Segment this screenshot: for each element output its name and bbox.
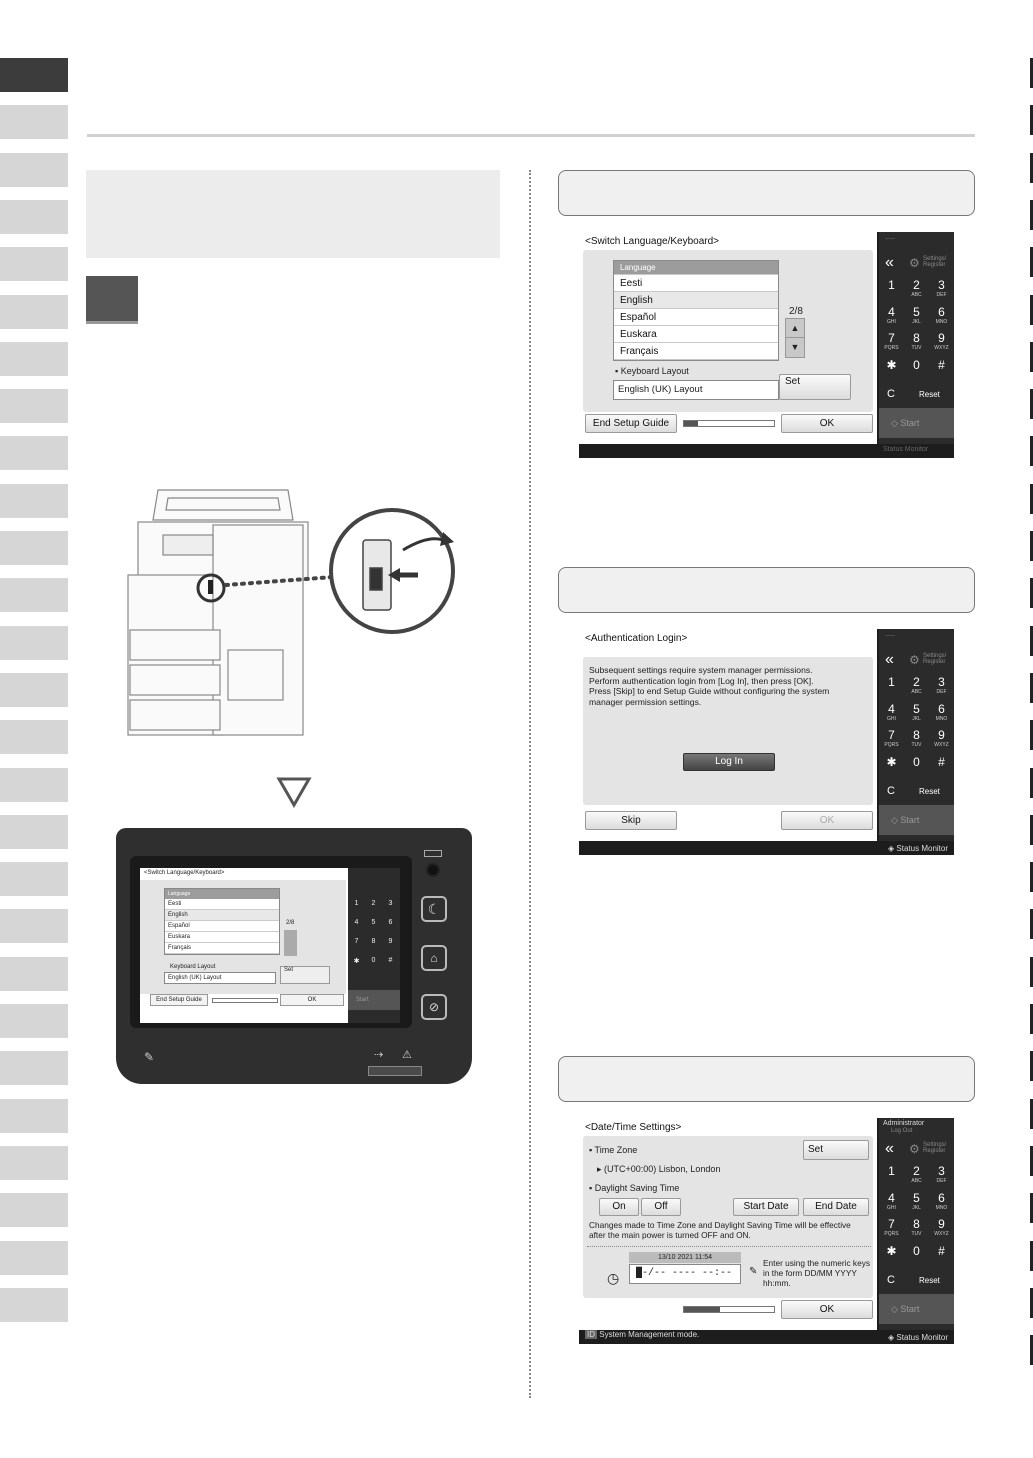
key-number: 7 (888, 1217, 895, 1231)
keypad-key[interactable] (879, 702, 904, 722)
chapter-tab (0, 1193, 68, 1227)
key-number: 6 (938, 1190, 945, 1205)
chapter-tab (0, 436, 68, 470)
key-letters: PQRS (884, 345, 899, 351)
end-setup-guide-button[interactable]: End Setup Guide (585, 414, 677, 433)
clear-key[interactable]: C (887, 388, 895, 400)
key-number: 4 (888, 701, 895, 716)
keypad-key[interactable] (879, 305, 904, 325)
page-indicator: 2/8 (789, 306, 803, 317)
dst-off-button[interactable]: Off (641, 1198, 681, 1216)
keypad-key[interactable] (904, 1164, 929, 1184)
time-zone-label: ▪ Time Zone (589, 1145, 638, 1155)
keypad-key[interactable] (879, 278, 904, 292)
chapter-tab (0, 1288, 68, 1322)
key-letters: WXYZ (934, 742, 949, 748)
key-letters: WXYZ (934, 345, 949, 351)
dst-on-button[interactable]: On (599, 1198, 639, 1216)
mini-keypad-key: 3 (388, 900, 393, 907)
key-number: 3 (938, 278, 945, 292)
key-number: 2 (913, 1164, 920, 1178)
key-number: ✱ (886, 754, 897, 769)
chapter-tab (0, 531, 68, 565)
sm-badge: ID (587, 1330, 595, 1339)
set-button[interactable]: Set (779, 374, 851, 400)
dst-text: Daylight Saving Time (594, 1183, 680, 1193)
mini-language-option: English (165, 910, 279, 921)
home-icon: ⌂ (421, 945, 447, 971)
ok-button-disabled[interactable]: OK (781, 811, 873, 830)
keypad-key[interactable] (879, 728, 904, 748)
key-letters: GHI (887, 715, 896, 722)
key-letters: TUV (911, 1231, 922, 1237)
chapter-tab (0, 247, 68, 281)
keypad-key[interactable] (904, 728, 929, 748)
panel-mini-screen (140, 868, 400, 1023)
key-number: 0 (913, 1243, 920, 1258)
key-number: 1 (888, 278, 895, 292)
key-number: ✱ (886, 1243, 897, 1258)
section-header-box (86, 170, 500, 258)
keypad-key[interactable] (929, 305, 954, 325)
keypad-key[interactable] (929, 1164, 954, 1184)
key-number: # (938, 1243, 945, 1258)
mini-keypad-key: 8 (371, 938, 376, 945)
key-number: 8 (913, 1217, 920, 1231)
chapter-tab (0, 58, 68, 92)
keypad-key[interactable] (929, 278, 954, 298)
status-monitor-label[interactable]: ◈ Status Monitor (888, 844, 948, 853)
mini-keypad-key: 0 (371, 957, 376, 964)
key-number: # (938, 754, 945, 769)
keyboard-layout-label: ▪ Keyboard Layout (615, 366, 689, 376)
dst-note: Changes made to Time Zone and Daylight Saving Time will be effective after the main power is turned OFF and ON. (589, 1220, 851, 1240)
key-number: # (938, 357, 945, 372)
chapter-tab (0, 105, 68, 139)
mini-language-option: Français (165, 943, 279, 954)
mini-keypad-key: 6 (388, 919, 393, 926)
indicator-strip (368, 1066, 422, 1076)
chapter-tab (0, 200, 68, 234)
key-number: 8 (913, 331, 920, 345)
mini-language-option: Español (165, 921, 279, 932)
key-number: 3 (938, 675, 945, 689)
power-led (426, 863, 440, 877)
datetime-hint: Enter using the numeric keys in the form DD/MM YYYY hh:mm. (763, 1258, 870, 1288)
mini-keyboard-value: English (UK) Layout (164, 972, 276, 984)
header-divider (87, 134, 975, 137)
keypad-key[interactable] (904, 675, 929, 695)
mini-language-list (164, 888, 280, 955)
back-icon[interactable]: « (885, 254, 894, 271)
screen3-main (579, 1118, 877, 1330)
mini-scroll (284, 930, 297, 956)
reset-key[interactable]: Reset (919, 390, 940, 399)
key-number: 5 (913, 701, 920, 716)
mini-keypad-key: 4 (354, 919, 359, 926)
back-icon[interactable]: « (885, 651, 894, 668)
start-label: Start (900, 1304, 920, 1314)
key-number: 3 (938, 1164, 945, 1178)
logout-label[interactable]: Log Out (891, 1128, 913, 1134)
key-number: 7 (888, 331, 895, 345)
ok-button[interactable]: OK (781, 1300, 873, 1319)
key-number: 4 (888, 304, 895, 319)
chapter-tab (0, 720, 68, 754)
keypad-key[interactable] (879, 331, 904, 351)
key-number: 9 (938, 1217, 945, 1231)
mini-keypad-key: 2 (371, 900, 376, 907)
error-icon: ⚠ (402, 1049, 412, 1061)
keypad-key[interactable] (929, 702, 954, 722)
key-letters: MNO (935, 715, 948, 722)
key-number: 6 (938, 701, 945, 716)
key-letters: ABC (911, 292, 922, 298)
start-button[interactable]: ◇ Start (879, 408, 954, 438)
pen-icon: ✎ (144, 1050, 155, 1064)
chapter-tab (0, 484, 68, 518)
chapter-tab (0, 153, 68, 187)
clear-key[interactable]: C (887, 785, 895, 797)
chapter-tab (0, 295, 68, 329)
key-letters: TUV (911, 345, 922, 351)
keypad-key[interactable] (929, 1191, 954, 1211)
kp-placeholder: ----- (885, 236, 895, 242)
column-divider (529, 170, 531, 1398)
language-option[interactable]: English (614, 292, 778, 309)
start-label: Start (900, 418, 920, 428)
time-zone-set-button[interactable]: Set (803, 1140, 869, 1160)
keypad-key[interactable] (904, 1191, 929, 1211)
keypad-key[interactable] (929, 1217, 954, 1237)
keypad-key[interactable] (904, 358, 929, 372)
chapter-tab (0, 1146, 68, 1180)
mini-progress (212, 998, 278, 1003)
chapter-tab (0, 1051, 68, 1085)
battery-indicator (424, 850, 442, 857)
mini-list-header: Language (165, 889, 279, 899)
system-mode-footer (585, 1330, 699, 1339)
chapter-tab (0, 1099, 68, 1133)
keypad-key[interactable] (879, 1244, 904, 1258)
clear-key[interactable]: C (887, 1274, 895, 1286)
language-list-header: Language (614, 261, 778, 275)
chapter-tab (0, 389, 68, 423)
settings-gear-icon[interactable]: ⚙ (909, 256, 920, 270)
settings-gear-icon[interactable]: ⚙ (909, 1142, 920, 1156)
screen3-title: <Date/Time Settings> (585, 1122, 682, 1133)
kp-placeholder: ----- (885, 633, 895, 639)
keypad-key[interactable] (929, 331, 954, 351)
status-monitor-dim[interactable]: Status Monitor (883, 446, 929, 453)
key-number: 6 (938, 304, 945, 319)
keypad-key[interactable] (904, 1244, 929, 1258)
keypad-key[interactable] (904, 755, 929, 769)
caption-box-3 (558, 1056, 975, 1102)
key-letters: MNO (935, 1204, 948, 1211)
reset-key[interactable]: Reset (919, 1276, 940, 1285)
mini-keypad-key: 7 (354, 938, 359, 945)
time-zone-value-text: (UTC+00:00) Lisbon, London (604, 1164, 721, 1174)
mini-ok-button: OK (280, 994, 344, 1006)
keypad (879, 629, 954, 841)
key-letters: DEF (936, 292, 947, 298)
settings-gear-icon[interactable]: ⚙ (909, 653, 920, 667)
scroll-down-button[interactable]: ▼ (790, 342, 800, 352)
key-number: 8 (913, 728, 920, 742)
keypad (879, 1118, 954, 1330)
status-monitor-text: Status Monitor (896, 1333, 948, 1342)
key-letters: ABC (911, 1178, 922, 1184)
data-icon: ⇢ (374, 1049, 384, 1061)
clock-icon: ◷ (607, 1270, 620, 1286)
keypad-key[interactable] (904, 331, 929, 351)
separator (587, 1246, 871, 1247)
keypad-key[interactable] (929, 358, 954, 372)
key-number: 0 (913, 357, 920, 372)
key-letters: JKL (912, 715, 921, 722)
ok-button[interactable]: OK (781, 414, 873, 433)
screen-date-time-settings (579, 1118, 954, 1344)
mini-end-setup-button: End Setup Guide (150, 994, 208, 1006)
language-option[interactable]: Français (614, 343, 778, 360)
key-letters: MNO (935, 318, 948, 325)
keypad-key[interactable] (879, 1217, 904, 1237)
caption-box-1 (558, 170, 975, 216)
mini-page-indicator: 2/8 (286, 920, 295, 926)
language-option[interactable]: Español (614, 309, 778, 326)
chapter-tab (0, 673, 68, 707)
scroll-up-button[interactable]: ▲ (786, 319, 804, 338)
system-mode-text: System Management mode. (599, 1330, 700, 1339)
key-number: 0 (913, 754, 920, 769)
mini-set-button: Set (280, 966, 330, 984)
screen1-title: <Switch Language/Keyboard> (585, 236, 719, 247)
key-letters: GHI (887, 318, 896, 325)
control-panel-illustration (116, 828, 472, 1084)
key-letters: GHI (887, 1204, 896, 1211)
key-number: 2 (913, 675, 920, 689)
mini-title: <Switch Language/Keyboard> (144, 870, 225, 876)
skip-button[interactable]: Skip (585, 811, 677, 830)
language-list (613, 260, 779, 361)
back-icon[interactable]: « (885, 1140, 894, 1157)
chapter-tab (0, 909, 68, 943)
mini-keypad (348, 868, 400, 1023)
key-number: 5 (913, 1190, 920, 1205)
chapter-tab (0, 1004, 68, 1038)
mini-keypad-key: # (388, 957, 393, 964)
time-zone-value: ▸ (UTC+00:00) Lisbon, London (597, 1164, 721, 1174)
keyboard-layout-field[interactable]: English (UK) Layout (613, 380, 779, 400)
keypad (879, 232, 954, 453)
printer-illustration (118, 480, 463, 760)
chapter-tab (0, 1241, 68, 1275)
settings-register-label: Settings/ Register (923, 256, 947, 268)
screen-switch-language (579, 232, 954, 458)
keypad-key[interactable] (904, 702, 929, 722)
keyboard-layout-text: Keyboard Layout (620, 366, 689, 376)
start-date-button[interactable]: Start Date (733, 1198, 799, 1216)
language-option[interactable]: Eesti (614, 275, 778, 292)
time-zone-text: Time Zone (594, 1145, 638, 1155)
screen2-main (579, 629, 877, 841)
start-label: Start (900, 815, 920, 825)
keypad-key[interactable] (879, 1191, 904, 1211)
key-number: 9 (938, 331, 945, 345)
setup-progress-bar (683, 420, 775, 427)
mini-language-option: Eesti (165, 899, 279, 910)
chapter-tab (0, 815, 68, 849)
stop-icon: ⊘ (421, 994, 447, 1020)
keypad-hint-icon: ✎ (749, 1266, 758, 1277)
key-letters: JKL (912, 1204, 921, 1211)
mini-keyboard-label: Keyboard Layout (170, 964, 216, 970)
key-number: 1 (888, 675, 895, 689)
screen1-main (579, 232, 877, 444)
chapter-tab (0, 626, 68, 660)
key-number: 2 (913, 278, 920, 292)
key-number: 1 (888, 1164, 895, 1178)
mini-keypad-key: 1 (354, 900, 359, 907)
status-monitor-label[interactable]: ◈ Status Monitor (888, 1333, 948, 1342)
mini-start-button: Start (348, 990, 400, 1010)
mini-keypad-key: ✱ (353, 958, 360, 965)
setup-progress-fill (684, 421, 698, 426)
keypad-key[interactable] (929, 1244, 954, 1258)
end-date-button[interactable]: End Date (803, 1198, 869, 1216)
reset-key[interactable]: Reset (919, 787, 940, 796)
key-number: 9 (938, 728, 945, 742)
key-letters: PQRS (884, 742, 899, 748)
keypad-key[interactable] (904, 1217, 929, 1237)
settings-register-label: Settings/ Register (923, 1142, 947, 1154)
key-letters: ABC (911, 689, 922, 695)
dst-label: ▪ Daylight Saving Time (589, 1183, 680, 1193)
keypad-key[interactable] (929, 675, 954, 695)
language-option[interactable]: Euskara (614, 326, 778, 343)
current-datetime: 13/10 2021 11:54 (629, 1252, 741, 1263)
chapter-tab (0, 578, 68, 612)
keypad-key[interactable] (929, 755, 954, 769)
mini-language-option: Euskara (165, 932, 279, 943)
setup-progress-bar (683, 1306, 775, 1313)
keypad-key[interactable] (929, 728, 954, 748)
keypad-key[interactable] (879, 755, 904, 769)
scroll-buttons (785, 318, 805, 358)
datetime-input[interactable]: █-/-- ---- --:-- (629, 1264, 741, 1284)
status-monitor-text: Status Monitor (896, 844, 948, 853)
keypad-key[interactable] (904, 305, 929, 325)
chapter-tab (0, 768, 68, 802)
screen-authentication-login (579, 629, 954, 855)
key-letters: JKL (912, 318, 921, 325)
settings-register-label: Settings/ Register (923, 653, 947, 665)
mini-keypad-key: 5 (371, 919, 376, 926)
start-button[interactable]: ◇ Start (879, 1294, 954, 1324)
mini-keypad-key: 9 (388, 938, 393, 945)
down-arrow-icon (276, 776, 312, 808)
key-letters: DEF (936, 689, 947, 695)
caption-box-2 (558, 567, 975, 613)
key-letters: PQRS (884, 1231, 899, 1237)
log-in-button[interactable]: Log In (683, 753, 775, 771)
key-letters: TUV (911, 742, 922, 748)
key-letters: DEF (936, 1178, 947, 1184)
key-number: 4 (888, 1190, 895, 1205)
user-label: Administrator (883, 1120, 925, 1127)
start-button[interactable]: ◇ Start (879, 805, 954, 835)
setup-progress-fill (684, 1307, 720, 1312)
keypad-key[interactable] (879, 1164, 904, 1178)
keypad-key[interactable] (879, 358, 904, 372)
key-number: 7 (888, 728, 895, 742)
key-letters: WXYZ (934, 1231, 949, 1237)
step-number-badge (86, 276, 138, 324)
auth-message: Subsequent settings require system manager permissions. Perform authentication login from [Log In], then press [OK]. Press [Skip] to end Setup Guide without configuring the system manager permission settings. (589, 665, 830, 707)
key-number: ✱ (886, 357, 897, 372)
chapter-tab (0, 342, 68, 376)
screen2-title: <Authentication Login> (585, 633, 688, 644)
chapter-tab (0, 862, 68, 896)
key-number: 5 (913, 304, 920, 319)
keypad-key[interactable] (879, 675, 904, 689)
chapter-tab (0, 957, 68, 991)
keypad-key[interactable] (904, 278, 929, 298)
energy-saver-icon: ☾ (421, 896, 447, 922)
